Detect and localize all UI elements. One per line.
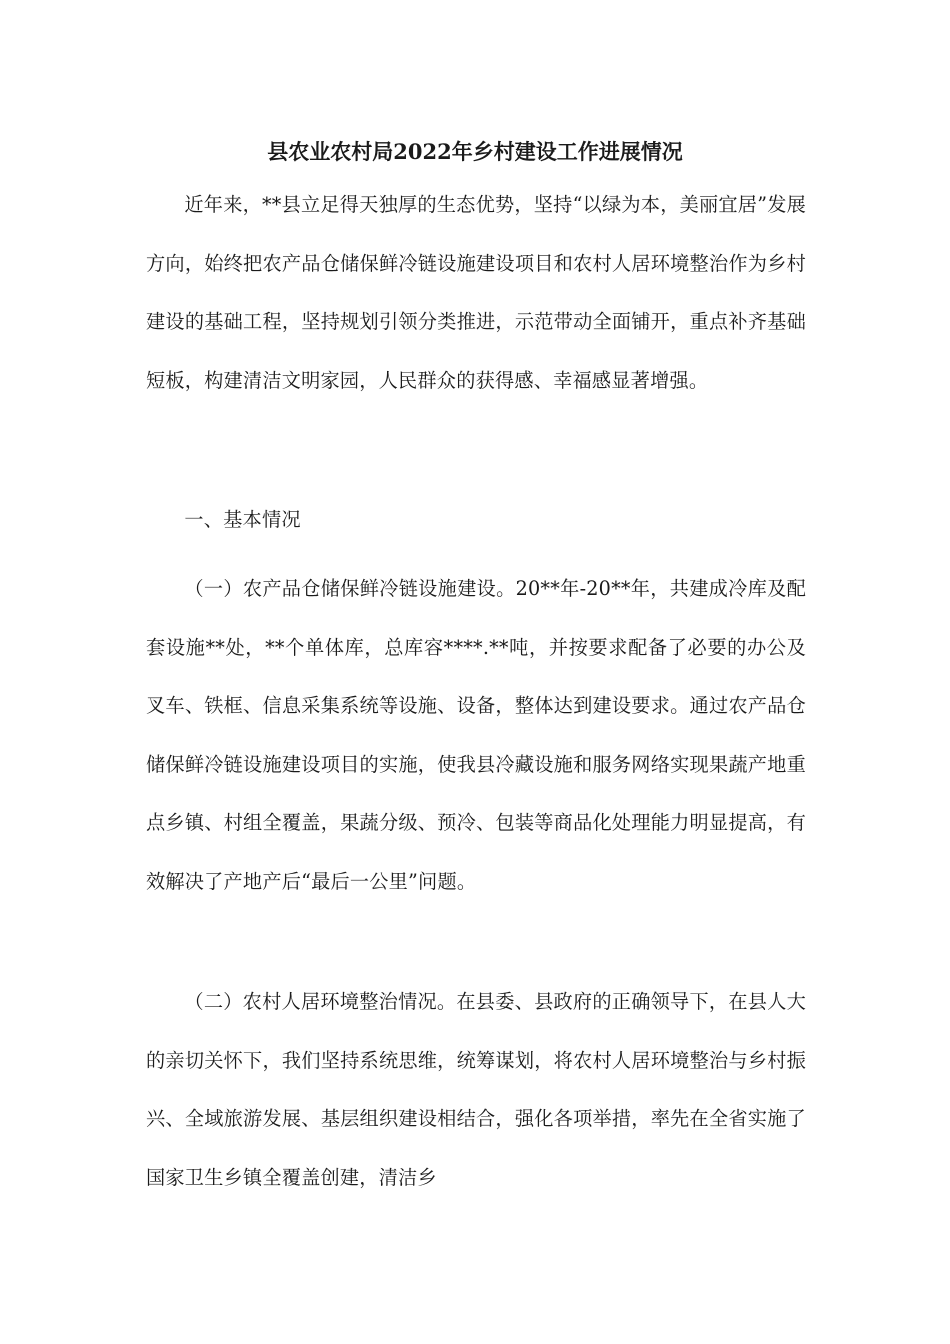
- document-title: 县农业农村局2022年乡村建设工作进展情况: [267, 139, 683, 164]
- paragraph-cold-chain-construction: （一）农产品仓储保鲜冷链设施建设。20**年-20**年，共建成冷库及配套设施**处，**个单体库，总库容****.**吨，并按要求配备了必要的办公及叉车、铁框、信息采集系统等设施、设备，整体达到建设要求。通过农产品仓储保鲜冷链设施建设项目的实施，使我县冷藏设施和服务网络实现果蔬产地重点乡镇、村组全覆盖，果蔬分级、预冷、包装等商品化处理能力明显提高，有效解决了产地产后“最后一公里”问题。: [146, 577, 806, 893]
- intro-paragraph: 近年来，**县立足得天独厚的生态优势，坚持“以绿为本，美丽宜居”发展方向，始终把农产品仓储保鲜冷链设施建设项目和农村人居环境整治作为乡村建设的基础工程，坚持规划引领分类推进，示范带动全面铺开，重点补齐基础短板，构建清洁文明家园，人民群众的获得感、幸福感显著增强。: [146, 193, 806, 392]
- section-heading-basic-situation: 一、基本情况: [184, 508, 301, 531]
- paragraph-living-environment: （二）农村人居环境整治情况。在县委、县政府的正确领导下，在县人大的亲切关怀下，我们坚持系统思维，统筹谋划，将农村人居环境整治与乡村振兴、全域旅游发展、基层组织建设相结合，强化各项举措，率先在全省实施了国家卫生乡镇全覆盖创建，清洁乡: [146, 990, 806, 1189]
